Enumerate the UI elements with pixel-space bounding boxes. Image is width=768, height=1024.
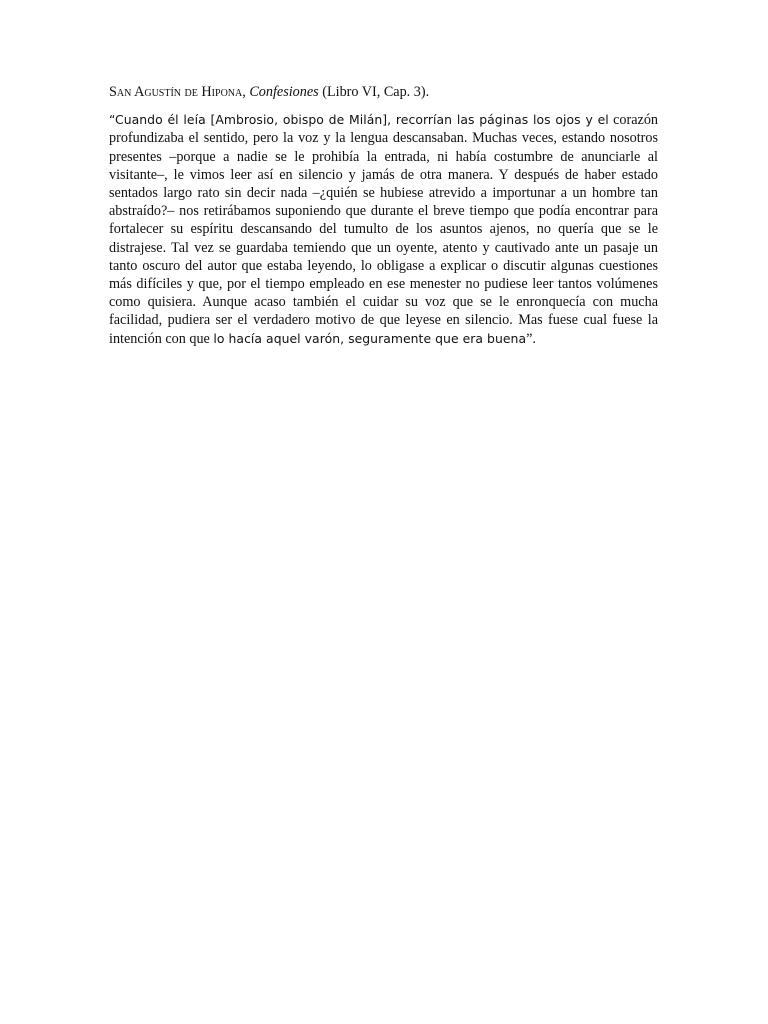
quote-paragraph <box>109 111 658 348</box>
citation-comma: , <box>242 84 250 100</box>
citation-heading <box>109 83 658 101</box>
quote-closing: lo hacía aquel varón, seguramente que era buena <box>213 330 527 346</box>
citation-author: San Agustín de Hipona <box>109 84 243 100</box>
quote-body: corazón profundizaba el sentido, pero la voz y la lengua descansaban. Muchas veces, estando nosotros presentes –porque a nadie se le prohibía la entrada, ni había costumbre de anunciarle al visitante–, le vimos leer así en silencio y jamás de otra manera. Y después de haber estado sentados largo rato sin decir nada –¿quién se hubiese atrevido a importunar a un hombre tan abstraído?– nos retirábamos suponiendo que durante el breve tiempo que podía encontrar para fortalecer su espíritu descansando del tumulto de los asuntos ajenos, no quería que se le distrajese. Tal vez se guardaba temiendo que un oyente, atento y cautivado ante un pasaje un tanto oscuro del autor que estaba leyendo, lo obligase a explicar o discutir algunas cuestiones más difíciles y que, por el tiempo empleado en ese menester no pudiese leer tantos volúmenes como quisiera. Aunque acaso también el cuidar su voz que se le enronquecía con mucha facilidad, pudiera ser el verdadero motivo de que leyese en silencio. Mas fuese cual fuese la intención con que <box>109 112 659 347</box>
quote-opening: “Cuando él leía [Ambrosio, obispo de Milán], recorrían las páginas los ojos y el <box>109 112 609 128</box>
citation-reference: (Libro VI, Cap. 3). <box>318 84 430 100</box>
quote-end-mark: ”. <box>526 330 536 347</box>
document-content <box>109 83 658 348</box>
citation-work-title: Confesiones <box>249 84 319 100</box>
